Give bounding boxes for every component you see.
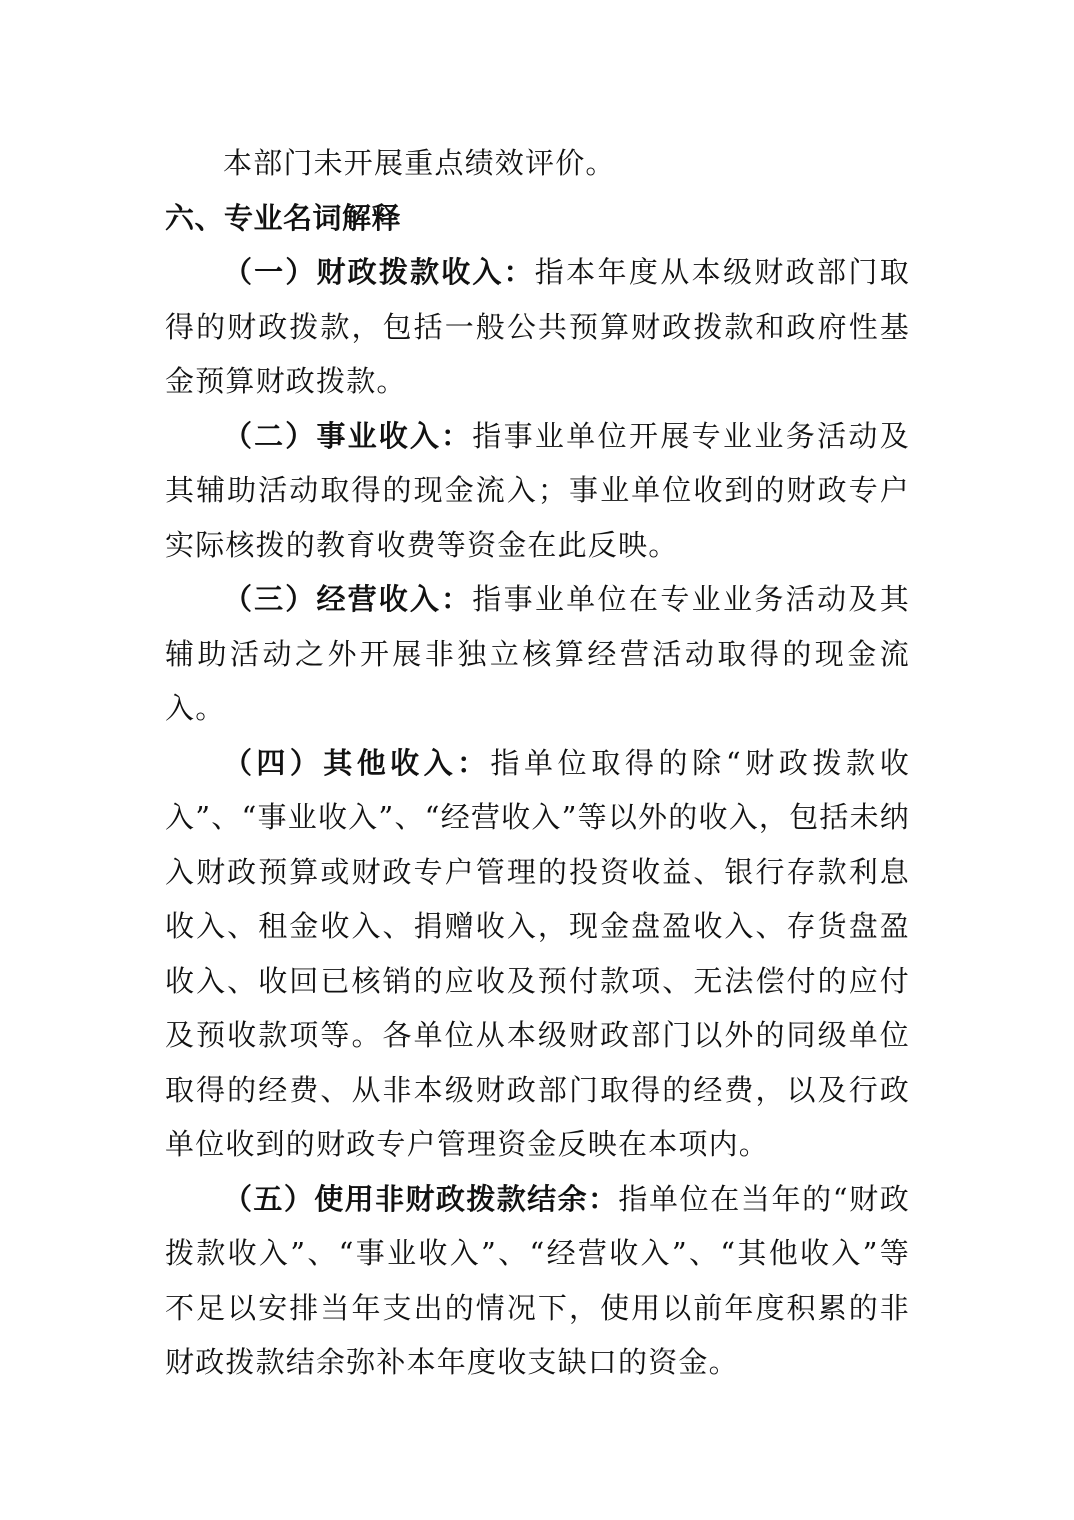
definition-term-4: （四）其他收入： [223,745,491,780]
section-heading: 六、专业名词解释 [165,200,402,235]
definition-paragraph-1 [165,245,910,409]
document-body [165,136,910,1390]
intro-paragraph: 本部门未开展重点绩效评价。 [223,146,616,180]
definition-paragraph-2 [165,409,910,573]
definition-text-5: 指单位在当年的“财政拨款收入”、“事业收入”、“经营收入”、“其他收入”等不足以安排当年支出的情况下，使用以前年度积累的非财政拨款结余弥补本年度收支缺口的资金。 [165,1181,910,1379]
definition-paragraph-3 [165,572,910,736]
definition-paragraph-5 [165,1172,910,1390]
definition-term-1: （一）财政拨款收入： [223,255,535,289]
definition-text-1: 指本年度从本级财政部门取得的财政拨款，包括一般公共预算财政拨款和政府性基金预算财政拨款。 [165,255,910,398]
definition-text-3: 指事业单位在专业业务活动及其辅助活动之外开展非独立核算经营活动取得的现金流入。 [165,582,910,725]
definition-paragraph-4 [165,736,910,1172]
definition-text-2: 指事业单位开展专业业务活动及其辅助活动取得的现金流入；事业单位收到的财政专户实际核拨的教育收费等资金在此反映。 [165,418,910,562]
definition-term-2: （二）事业收入： [223,418,473,453]
definition-term-3: （三）经营收入： [223,582,473,616]
definition-term-5: （五）使用非财政拨款结余： [223,1181,619,1216]
definition-text-4: 指单位取得的除“财政拨款收入”、“事业收入”、“经营收入”等以外的收入，包括未纳入财政预算或财政专户管理的投资收益、银行存款利息收入、租金收入、捐赠收入，现金盘盈收入、存货盘盈收入、收回已核销的应收及预付款项、无法偿付的应付及预收款项等。各单位从本级财政部门以外的同级单位取得的经费、从非本级财政部门取得的经费，以及行政单位收到的财政专户管理资金反映在本项内。 [165,745,910,1161]
